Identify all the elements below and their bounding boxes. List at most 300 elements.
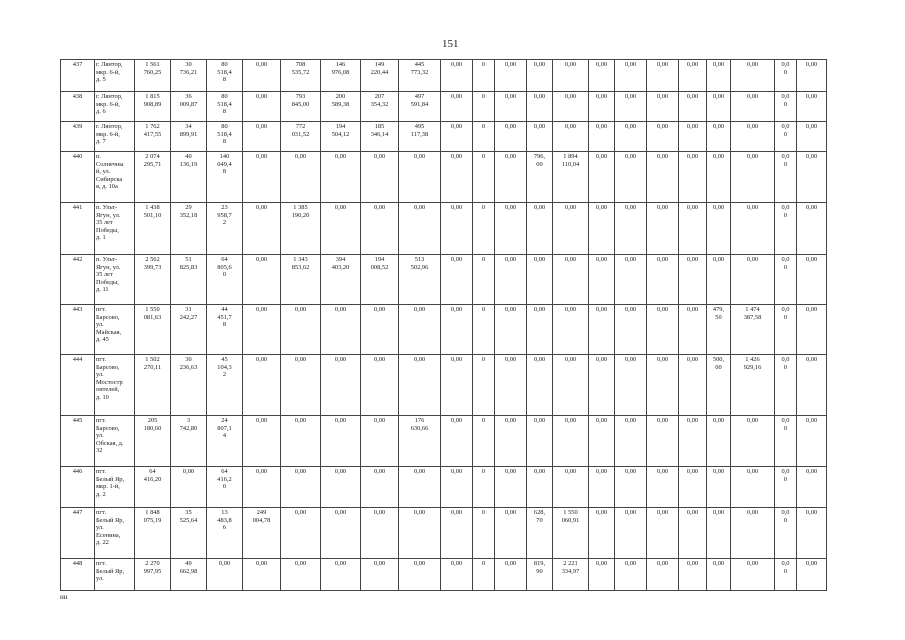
value-cell [361, 467, 399, 508]
cell-text: 0,00 [712, 153, 725, 160]
cell-text: 2 074 295,71 [143, 153, 162, 168]
value-cell [775, 203, 797, 255]
cell-text: 0,0 0 [781, 356, 790, 371]
cell-text: 0,00 [805, 509, 818, 516]
cell-text: 0,00 [450, 61, 463, 68]
value-cell [589, 60, 615, 92]
value-cell [441, 92, 473, 122]
row-number-cell [61, 559, 95, 591]
cell-text: 0,00 [334, 356, 347, 363]
cell-text: 440 [72, 153, 83, 160]
cell-text: 0,0 0 [781, 204, 790, 219]
value-cell [321, 467, 361, 508]
value-cell [707, 92, 731, 122]
value-cell [171, 203, 207, 255]
value-cell [615, 559, 647, 591]
value-cell [281, 60, 321, 92]
value-cell [707, 416, 731, 467]
cell-text: 0,00 [624, 123, 637, 130]
address-cell [95, 355, 135, 416]
value-cell [321, 60, 361, 92]
value-cell [679, 92, 707, 122]
cell-text: 0,00 [504, 468, 517, 475]
cell-text: 0,00 [746, 417, 759, 424]
value-cell [281, 508, 321, 559]
cell-text: 0,00 [656, 256, 669, 263]
value-cell [553, 355, 589, 416]
cell-text: 0,0 0 [781, 61, 790, 76]
value-cell [615, 416, 647, 467]
cell-text: 437 [72, 61, 83, 68]
cell-text: 0 [481, 153, 486, 160]
value-cell [171, 60, 207, 92]
value-cell [321, 416, 361, 467]
value-cell [553, 92, 589, 122]
value-cell [495, 416, 527, 467]
value-cell [495, 92, 527, 122]
cell-text: 0 [481, 256, 486, 263]
cell-text: 0 [481, 93, 486, 100]
cell-text: 1 438 501,10 [143, 204, 162, 219]
value-cell [797, 203, 827, 255]
value-cell [707, 508, 731, 559]
value-cell [797, 559, 827, 591]
cell-text: 0,00 [686, 204, 699, 211]
value-cell [775, 255, 797, 305]
cell-text: 0,00 [294, 417, 307, 424]
value-cell [553, 60, 589, 92]
cell-text: 0,00 [255, 560, 268, 567]
cell-text: 0,00 [686, 61, 699, 68]
value-cell [361, 508, 399, 559]
value-cell [797, 467, 827, 508]
cell-text: 0,00 [218, 560, 231, 567]
value-cell [589, 122, 615, 152]
cell-text: 0,0 0 [781, 256, 790, 271]
cell-text: 0,00 [712, 256, 725, 263]
cell-text: 205 180,60 [143, 417, 162, 432]
value-cell [707, 255, 731, 305]
cell-text: пгт. Белый Яр, ул. Есенина, д. 22 [96, 509, 125, 547]
cell-text: 0,00 [595, 93, 608, 100]
cell-text: 0,00 [712, 417, 725, 424]
cell-text: 0,00 [450, 417, 463, 424]
cell-text: 0,00 [533, 93, 546, 100]
cell-text: 0,00 [746, 93, 759, 100]
value-cell [441, 508, 473, 559]
value-cell [281, 305, 321, 355]
value-cell [281, 467, 321, 508]
cell-text: 24 807,1 4 [217, 417, 232, 440]
value-cell [527, 559, 553, 591]
cell-text: 0,00 [450, 256, 463, 263]
value-cell [361, 255, 399, 305]
cell-text: 0,00 [255, 468, 268, 475]
cell-text: 0,00 [255, 256, 268, 263]
cell-text: 1 550 060,91 [561, 509, 580, 524]
value-cell [171, 92, 207, 122]
cell-text: 1 561 760,25 [143, 61, 162, 76]
cell-text: 1 550 081,63 [143, 306, 162, 321]
row-number-cell [61, 355, 95, 416]
address-cell [95, 122, 135, 152]
cell-text: 0,00 [373, 153, 386, 160]
cell-text: 0,00 [595, 256, 608, 263]
cell-text: 628, 70 [533, 509, 546, 524]
row-number-cell [61, 92, 95, 122]
cell-text: 0,00 [450, 306, 463, 313]
cell-text: 0,00 [686, 356, 699, 363]
value-cell [647, 152, 679, 203]
cell-text: 1 426 929,16 [743, 356, 762, 371]
value-cell [589, 355, 615, 416]
value-cell [527, 416, 553, 467]
cell-text: 2 270 997,95 [143, 560, 162, 575]
value-cell [797, 122, 827, 152]
row-number-cell [61, 255, 95, 305]
table-row [61, 92, 827, 122]
value-cell [399, 122, 441, 152]
value-cell [399, 508, 441, 559]
cell-text: 0,00 [450, 93, 463, 100]
value-cell [731, 467, 775, 508]
cell-text: 0,00 [413, 306, 426, 313]
cell-text: 0 [481, 204, 486, 211]
value-cell [399, 305, 441, 355]
value-cell [647, 92, 679, 122]
cell-text: 0,00 [564, 468, 577, 475]
cell-text: 0 [481, 509, 486, 516]
cell-text: 0,00 [334, 204, 347, 211]
row-number-cell [61, 467, 95, 508]
value-cell [775, 508, 797, 559]
value-cell [679, 508, 707, 559]
value-cell [399, 60, 441, 92]
cell-text: 0,0 0 [781, 153, 790, 168]
value-cell [495, 559, 527, 591]
value-cell [441, 60, 473, 92]
cell-text: 0,00 [504, 123, 517, 130]
value-cell [135, 355, 171, 416]
cell-text: 194 504,12 [331, 123, 350, 138]
cell-text: 44 451,7 8 [217, 306, 232, 329]
data-table [60, 59, 827, 591]
value-cell [589, 152, 615, 203]
value-cell [679, 467, 707, 508]
value-cell [553, 152, 589, 203]
cell-text: 0,00 [686, 468, 699, 475]
cell-text: 0,00 [294, 356, 307, 363]
cell-text: 0,00 [624, 306, 637, 313]
value-cell [731, 255, 775, 305]
cell-text: 0,00 [294, 153, 307, 160]
value-cell [615, 122, 647, 152]
value-cell [553, 255, 589, 305]
value-cell [797, 152, 827, 203]
value-cell [207, 152, 243, 203]
cell-text: 0,00 [373, 204, 386, 211]
row-number-cell [61, 416, 95, 467]
value-cell [775, 467, 797, 508]
value-cell [243, 152, 281, 203]
cell-text: 0,00 [450, 509, 463, 516]
cell-text: 0,00 [564, 123, 577, 130]
value-cell [399, 255, 441, 305]
value-cell [731, 355, 775, 416]
value-cell [321, 152, 361, 203]
cell-text: 0,00 [712, 204, 725, 211]
cell-text: 1 474 387,58 [743, 306, 762, 321]
cell-text: 0,00 [533, 468, 546, 475]
cell-text: 500, 00 [712, 356, 725, 371]
value-cell [243, 355, 281, 416]
cell-text: 0,00 [564, 61, 577, 68]
cell-text: 0,00 [255, 306, 268, 313]
table-row [61, 355, 827, 416]
value-cell [399, 416, 441, 467]
cell-text: 0,00 [624, 560, 637, 567]
cell-text: 0,00 [656, 123, 669, 130]
cell-text: 0,00 [255, 61, 268, 68]
value-cell [207, 559, 243, 591]
value-cell [135, 92, 171, 122]
cell-text: 0,00 [504, 256, 517, 263]
cell-text: 1 815 908,89 [143, 93, 162, 108]
cell-text: 35 525,64 [179, 509, 198, 524]
value-cell [207, 467, 243, 508]
cell-text: 2 221 334,97 [561, 560, 580, 575]
value-cell [361, 60, 399, 92]
value-cell [797, 60, 827, 92]
value-cell [473, 355, 495, 416]
value-cell [731, 559, 775, 591]
cell-text: 796, 00 [533, 153, 546, 168]
cell-text: 0,00 [686, 153, 699, 160]
value-cell [797, 255, 827, 305]
cell-text: 479, 50 [712, 306, 725, 321]
cell-text: 439 [72, 123, 83, 130]
value-cell [399, 152, 441, 203]
cell-text: 200 589,38 [331, 93, 350, 108]
cell-text: 34 899,91 [179, 123, 198, 138]
value-cell [495, 203, 527, 255]
value-cell [243, 203, 281, 255]
cell-text: 0,00 [595, 468, 608, 475]
cell-text: 0 [481, 356, 486, 363]
value-cell [775, 152, 797, 203]
cell-text: 1 385 190,20 [291, 204, 310, 219]
value-cell [527, 60, 553, 92]
value-cell [775, 92, 797, 122]
value-cell [135, 152, 171, 203]
value-cell [441, 467, 473, 508]
value-cell [135, 467, 171, 508]
value-cell [679, 60, 707, 92]
cell-text: 0,00 [686, 509, 699, 516]
value-cell [441, 305, 473, 355]
cell-text: 0,00 [533, 204, 546, 211]
value-cell [473, 508, 495, 559]
value-cell [553, 203, 589, 255]
cell-text: 0 [481, 61, 486, 68]
address-cell [95, 305, 135, 355]
value-cell [321, 255, 361, 305]
value-cell [775, 416, 797, 467]
value-cell [775, 60, 797, 92]
value-cell [679, 559, 707, 591]
value-cell [441, 559, 473, 591]
value-cell [615, 152, 647, 203]
table-row [61, 203, 827, 255]
cell-text: 80 518,4 8 [217, 123, 232, 146]
cell-text: 0,00 [624, 417, 637, 424]
value-cell [441, 122, 473, 152]
value-cell [361, 203, 399, 255]
value-cell [679, 416, 707, 467]
cell-text: 0,00 [746, 468, 759, 475]
cell-text: 1 894 110,04 [561, 153, 580, 168]
value-cell [207, 203, 243, 255]
value-cell [615, 305, 647, 355]
value-cell [527, 508, 553, 559]
value-cell [731, 60, 775, 92]
cell-text: 0,00 [686, 560, 699, 567]
cell-text: 0,00 [656, 560, 669, 567]
cell-text: 51 825,83 [179, 256, 198, 271]
cell-text: 0,00 [595, 417, 608, 424]
value-cell [679, 203, 707, 255]
value-cell [171, 416, 207, 467]
value-cell [207, 122, 243, 152]
address-cell [95, 92, 135, 122]
cell-text: 0,00 [182, 468, 195, 475]
cell-text: 0,00 [564, 306, 577, 313]
value-cell [731, 122, 775, 152]
cell-text: пгт. Барсово, ул. Мостостр оителей, д. 10 [96, 356, 123, 401]
cell-text: 0,00 [373, 560, 386, 567]
address-cell [95, 508, 135, 559]
value-cell [361, 152, 399, 203]
value-cell [135, 255, 171, 305]
address-cell [95, 559, 135, 591]
cell-text: 0,00 [334, 468, 347, 475]
cell-text: 0,00 [656, 61, 669, 68]
cell-text: 0,00 [334, 560, 347, 567]
cell-text: 2 562 399,73 [143, 256, 162, 271]
cell-text: 0,00 [656, 417, 669, 424]
value-cell [361, 122, 399, 152]
cell-text: 0,00 [712, 468, 725, 475]
value-cell [441, 152, 473, 203]
value-cell [527, 255, 553, 305]
value-cell [731, 92, 775, 122]
cell-text: 0,00 [624, 153, 637, 160]
value-cell [361, 92, 399, 122]
cell-text: 1 848 075,19 [143, 509, 162, 524]
value-cell [553, 416, 589, 467]
cell-text: 0,00 [686, 123, 699, 130]
value-cell [527, 305, 553, 355]
value-cell [707, 152, 731, 203]
value-cell [171, 305, 207, 355]
value-cell [441, 203, 473, 255]
cell-text: 446 [72, 468, 83, 475]
cell-text: 0,00 [656, 509, 669, 516]
value-cell [615, 508, 647, 559]
cell-text: 0,00 [624, 204, 637, 211]
cell-text: 140 049,4 8 [217, 153, 232, 176]
cell-text: 64 416,20 [143, 468, 162, 483]
cell-text: 64 416,2 0 [217, 468, 232, 491]
value-cell [243, 122, 281, 152]
table-row [61, 122, 827, 152]
value-cell [171, 559, 207, 591]
table-row [61, 467, 827, 508]
cell-text: 0 [481, 468, 486, 475]
value-cell [679, 355, 707, 416]
cell-text: 0,00 [805, 204, 818, 211]
cell-text: 0,00 [624, 509, 637, 516]
row-number-cell [61, 305, 95, 355]
cell-text: 0,00 [294, 306, 307, 313]
value-cell [589, 255, 615, 305]
value-cell [473, 60, 495, 92]
cell-text: 0 [481, 417, 486, 424]
cell-text: 0,00 [450, 123, 463, 130]
cell-text: 0,00 [504, 93, 517, 100]
cell-text: 0,00 [656, 204, 669, 211]
value-cell [281, 255, 321, 305]
value-cell [135, 305, 171, 355]
value-cell [243, 255, 281, 305]
value-cell [135, 416, 171, 467]
cell-text: 40 136,19 [179, 153, 198, 168]
value-cell [589, 467, 615, 508]
address-cell [95, 203, 135, 255]
cell-text: 0,00 [564, 356, 577, 363]
value-cell [731, 508, 775, 559]
cell-text: 394 403,20 [331, 256, 350, 271]
value-cell [679, 152, 707, 203]
value-cell [281, 203, 321, 255]
value-cell [207, 416, 243, 467]
value-cell [441, 355, 473, 416]
cell-text: 1 502 270,11 [143, 356, 162, 371]
cell-text: 0,00 [595, 560, 608, 567]
value-cell [281, 355, 321, 416]
value-cell [797, 416, 827, 467]
value-cell [553, 508, 589, 559]
cell-text: 31 242,27 [179, 306, 198, 321]
value-cell [647, 355, 679, 416]
cell-text: 45 104,3 2 [217, 356, 232, 379]
value-cell [321, 92, 361, 122]
cell-text: 0,00 [624, 93, 637, 100]
cell-text: 0,00 [533, 61, 546, 68]
value-cell [707, 355, 731, 416]
value-cell [553, 467, 589, 508]
cell-text: 23 958,7 2 [217, 204, 232, 227]
cell-text: 0,00 [255, 123, 268, 130]
value-cell [647, 416, 679, 467]
cell-text: 0,00 [595, 204, 608, 211]
row-number-cell [61, 60, 95, 92]
value-cell [441, 255, 473, 305]
value-cell [171, 508, 207, 559]
cell-text: г. Лянтор, мкр. 6-й, д. 5 [96, 61, 123, 84]
cell-text: 36 009,87 [179, 93, 198, 108]
value-cell [589, 508, 615, 559]
